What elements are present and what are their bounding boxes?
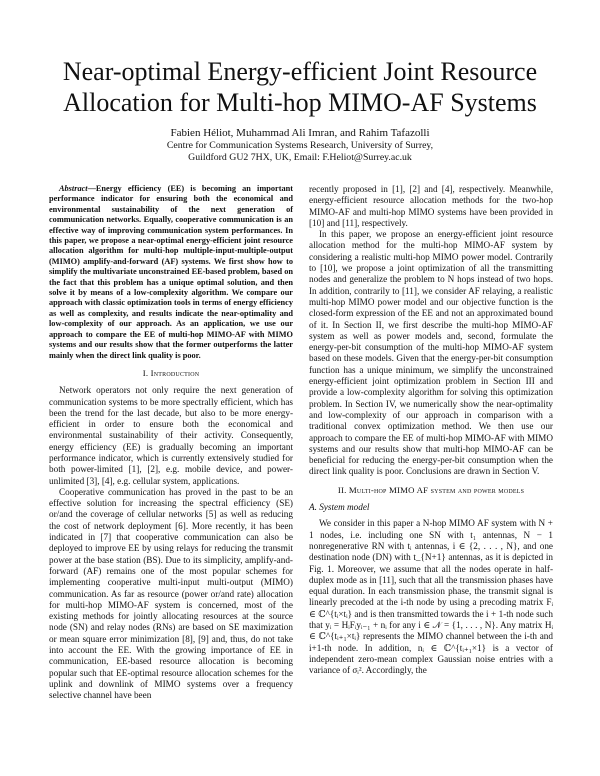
affiliation-line-1: Centre for Communication Systems Research, University of Surrey, [166, 140, 434, 151]
intro-paragraph-2: Cooperative communication has proved in the past to be an effective solution for increasing the spectral efficiency (SE) or/and the coverage of cellular networks [5] as well as reducing the cost of network deployment [6]. More recently, it has been indicated in [7] that cooperative communication can also be deployed to improve EE by using relays for reducing the transmit power at the base station (BS). Due to its simplicity, amplify-and-forward (AF) remains one of the most popular schemes for implementing cooperative multi-input multi-output (MIMO) communication. As far as resource (power or/and rate) allocation for multi-hop MIMO-AF system is concerned, most of the existing methods for jointly allocating resources at the source node (SN) and relay nodes (RNs) are based on SE maximization or mean square error minimization [8], [9] and, thus, do not take into account the EE. With the growing importance of EE in communication, EE-based resource allocation is becoming popular such that EE-optimal resource allocation schemes for the uplink and downlink of MIMO systems over a frequency selective channel have been [49, 486, 293, 701]
affiliation [60, 140, 540, 163]
abstract [49, 184, 293, 361]
intro-paragraph-1: Network operators not only require the next generation of communication systems to be more spectrally efficient, which has been the trend for the last decade, but also to be more energy-efficient in order to ensure both the economical and environmental sustainability of their activity. Consequently, energy efficiency (EE) is gradually becoming an important performance indicator, which is currently extensively studied for both power-limited [1], [2], e.g. mobile device, and power-unlimited [3], [4], e.g. cellular system, applications. [49, 385, 293, 486]
right-column [309, 184, 553, 676]
intro-paragraph-2-continued: recently proposed in [1], [2] and [4], respectively. Meanwhile, energy-efficient resource allocation methods for the two-hop MIMO-AF and multi-hop MIMO systems have been provided in [10] and [11], respectively. [309, 184, 553, 228]
section-heading-system-model: II. Multi-hop MIMO AF system and power models [337, 484, 525, 495]
title-line-1: Near-optimal Energy-efficient Joint Resource [62, 57, 538, 86]
section-heading-introduction: I. Introduction [142, 367, 200, 378]
affiliation-line-2: Guildford GU2 7HX, UK, Email: F.Heliot@Surrey.ac.uk [188, 151, 412, 163]
title-line-2: Allocation for Multi-hop MIMO-AF Systems [63, 88, 537, 117]
paper-title [40, 56, 560, 118]
system-model-paragraph: We consider in this paper a N-hop MIMO AF system with N + 1 nodes, i.e. including one SN with t₁ antennas, N − 1 nonregenerative RN with tᵢ antennas, i ∈ {2, . . . , N}, and one destination node (DN) with t_{N+1} antennas, as it is depicted in Fig. 1. Moreover, we assume that all the nodes operate in half-duplex mode as in [11], such that all the transmission phases have equal duration. In each transmission phase, the transmit signal is linearly precoded at the i-th node by using a precoding matrix Fᵢ ∈ ℂ^{tᵢ×tᵢ} and is then transmitted towards the i + 1-th node such that yᵢ = HᵢFᵢyᵢ₋₁ + nᵢ for any i ∈ 𝒩 = {1, . . . , N}. Any matrix Hᵢ ∈ ℂ^{tᵢ₊₁×tᵢ} represents the MIMO channel between the i-th and i+1-th node. In addition, nᵢ ∈ ℂ^{tᵢ₊₁×1} is a vector of independent zero-mean complex Gaussian noise entries with a variance of σᵢ². Accordingly, the [309, 518, 553, 676]
abstract-lead: Abstract [59, 184, 88, 193]
author-list: Fabien Héliot, Muhammad Ali Imran, and Rahim Tafazolli [170, 127, 430, 139]
intro-paragraph-3: In this paper, we propose an energy-efficient joint resource allocation method for the multi-hop MIMO-AF system by considering a realistic multi-hop MIMO power model. Contrarily to [10], we propose a joint optimization of all the transmitting nodes and generalize the problem to N hops instead of two hops. In addition, contrarily to [11], we consider AF relaying, a realistic multi-hop MIMO power model and our objective function is the closed-form expression of the EE and not an approximated bound of it. In Section II, we first describe the multi-hop MIMO-AF system as well as power models and, second, formulate the energy-per-bit consumption of the multi-hop MIMO-AF system based on these models. Given that the energy-per-bit consumption function has a unique minimum, we simplify the unconstrained energy-efficient joint optimization problem in Section III and provide a low-complexity algorithm for solving this optimization problem. In Section IV, we numerically show the near-optimality and low-complexity of our approach in comparison with a traditional convex optimization method. We then use our approach to compare the EE of multi-hop MIMO-AF with MIMO systems and our results show that multi-hop MIMO-AF can be beneficial for reducing the energy-per-bit consumption when the direct link quality is poor. Conclusions are drawn in Section V. [309, 229, 553, 477]
left-column [49, 184, 293, 702]
abstract-text: —Energy efficiency (EE) is becoming an important performance indicator for ensuring both the economical and environmental sustainability of the next generation of communication networks. Equally, cooperative communication is an effective way of improving communication system performances. In this paper, we propose a near-optimal energy-efficient joint resource allocation algorithm for multi-hop multiple-input-multiple-output (MIMO) amplify-and-forward (AF) systems. We first show how to simplify the multivariate unconstrained EE-based problem, based on the fact that this problem has a unique optimal solution, and then solve it by means of a low-complexity algorithm. We compare our approach with classic optimization tools in terms of energy efficiency as well as complexity, and results indicate the near-optimality and low-complexity of our approach. As an application, we use our approach to compare the EE of multi-hop MIMO-AF with MIMO systems and our results show that the former outperforms the latter mainly when the direct link quality is poor. [49, 184, 293, 360]
subsection-heading-a: A. System model [309, 502, 370, 513]
